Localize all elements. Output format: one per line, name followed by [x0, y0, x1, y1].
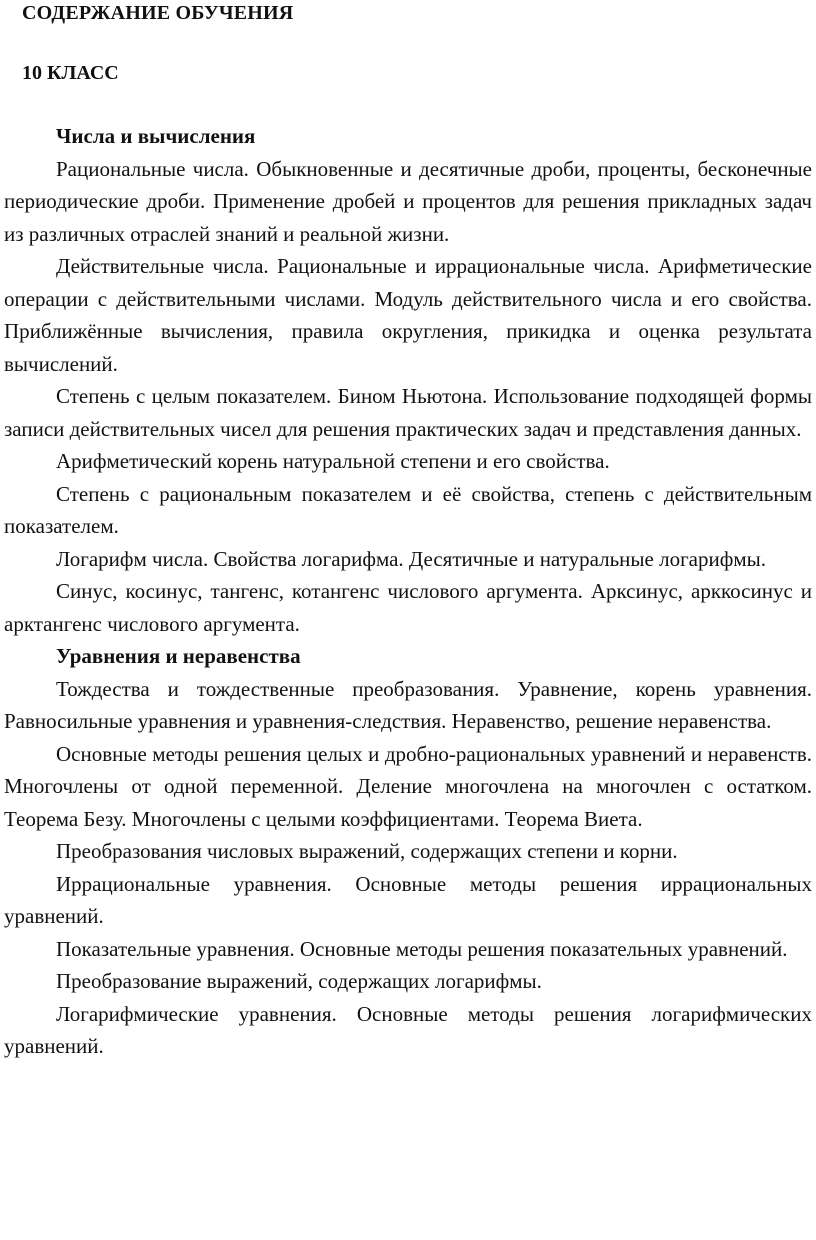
paragraph: Логарифм числа. Свойства логарифма. Десятичные и натуральные логарифмы. [56, 546, 767, 571]
paragraph: Показательные уравнения. Основные методы решения показательных уравнений. [56, 936, 788, 961]
paragraph: Логарифмические уравнения. Основные методы решения логарифмических уравнений. [4, 1001, 812, 1058]
paragraph: Степень с рациональным показателем и её свойства, степень с действительным показателем. [4, 481, 812, 538]
paragraph: Основные методы решения целых и дробно-рациональных уравнений и неравенств. Многочлены от одной переменной. Деление многочлена на многочлен с остатком. Теорема Безу. Многочлены с целыми коэффициентами. Теорема Виета. [4, 741, 812, 831]
document-body [4, 120, 812, 1063]
section-heading-equations: Уравнения и неравенства [56, 644, 301, 668]
paragraph: Тождества и тождественные преобразования. Уравнение, корень уравнения. Равносильные уравнения и уравнения-следствия. Неравенство, решение неравенства. [4, 676, 812, 733]
grade-heading: 10 КЛАСС [22, 62, 119, 84]
document-title: СОДЕРЖАНИЕ ОБУЧЕНИЯ [22, 2, 294, 24]
paragraph: Рациональные числа. Обыкновенные и десятичные дроби, проценты, бесконечные периодические дроби. Применение дробей и процентов для решения прикладных задач из различных отраслей знаний и реальной жизни. [4, 156, 812, 246]
paragraph: Иррациональные уравнения. Основные методы решения иррациональных уравнений. [4, 871, 812, 928]
paragraph: Синус, косинус, тангенс, котангенс числового аргумента. Арксинус, арккосинус и арктангенс числового аргумента. [4, 579, 812, 636]
paragraph: Действительные числа. Рациональные и иррациональные числа. Арифметические операции с действительными числами. Модуль действительного числа и его свойства. Приближённые вычисления, правила округления, прикидка и оценка результата вычислений. [4, 254, 812, 376]
paragraph: Степень с целым показателем. Бином Ньютона. Использование подходящей формы записи действительных чисел для решения практических задач и представления данных. [4, 384, 812, 441]
paragraph: Преобразование выражений, содержащих логарифмы. [56, 969, 542, 993]
section-heading-numbers: Числа и вычисления [56, 124, 256, 148]
paragraph: Преобразования числовых выражений, содержащих степени и корни. [56, 839, 678, 863]
paragraph: Арифметический корень натуральной степени и его свойства. [56, 449, 610, 473]
